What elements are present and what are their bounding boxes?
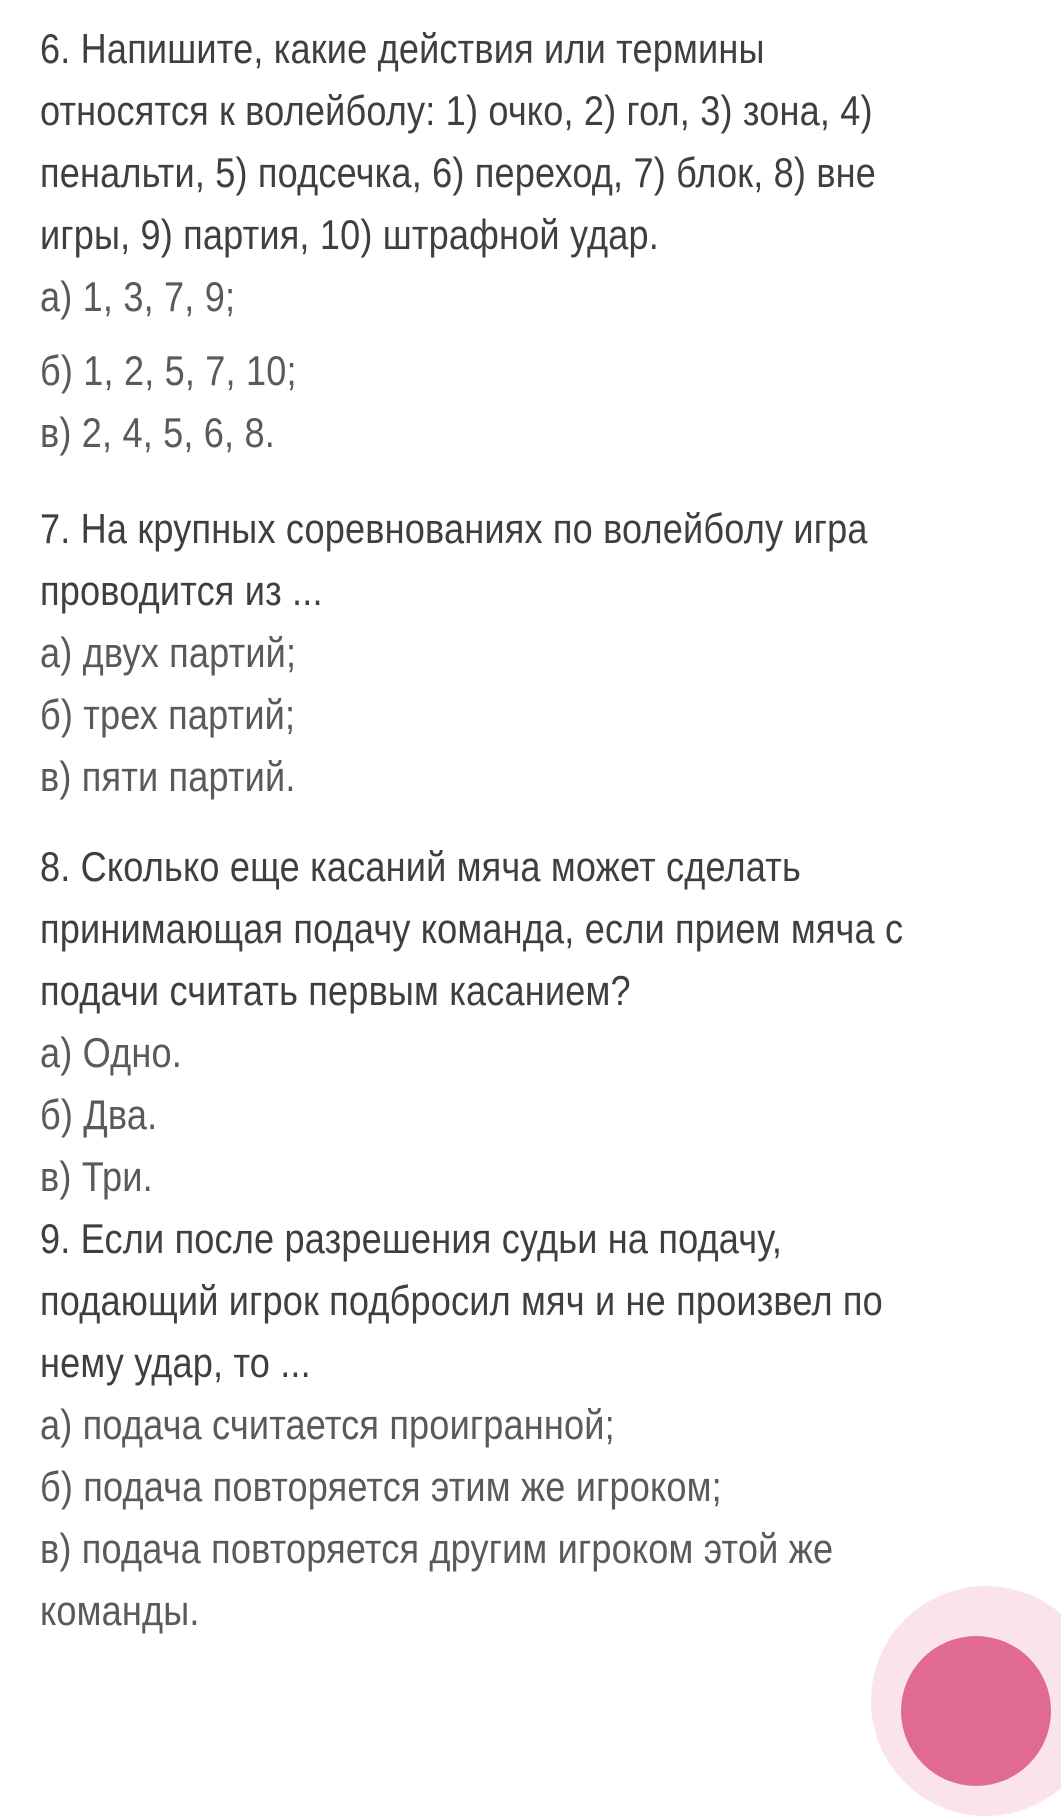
question-7-option-c: в) пяти партий. [40, 753, 296, 800]
question-6-line-4: игры, 9) партия, 10) штрафной удар. [40, 211, 659, 258]
question-6-line-1: 6. Напишите, какие действия или термины [40, 25, 765, 72]
question-9-option-a: а) подача считается проигранной; [40, 1401, 615, 1448]
question-6-option-c: в) 2, 4, 5, 6, 8. [40, 409, 275, 456]
question-8-option-a: а) Одно. [40, 1029, 182, 1076]
question-8-line-3: подачи считать первым касанием? [40, 967, 631, 1014]
question-7-option-b: б) трех партий; [40, 691, 296, 738]
question-8 [40, 836, 1061, 1208]
question-6-line-2: относятся к волейболу: 1) очко, 2) гол, 3) зона, 4) [40, 87, 873, 134]
question-8-line-1: 8. Сколько еще касаний мяча может сделать [40, 843, 801, 890]
question-8-line-2: принимающая подачу команда, если прием мяча с [40, 905, 904, 952]
question-6-line-3: пенальти, 5) подсечка, 6) переход, 7) блок, 8) вне [40, 149, 877, 196]
question-9 [40, 1208, 1061, 1642]
question-6 [40, 18, 1061, 464]
floating-action-button[interactable] [901, 1636, 1051, 1786]
question-6-option-a: а) 1, 3, 7, 9; [40, 273, 236, 320]
question-9-line-1: 9. Если после разрешения судьи на подачу, [40, 1215, 783, 1262]
question-6-option-b: б) 1, 2, 5, 7, 10; [40, 347, 297, 394]
question-9-option-c: в) подача повторяется другим игроком этой же [40, 1525, 834, 1572]
question-7 [40, 498, 1061, 808]
question-7-line-2: проводится из ... [40, 567, 323, 614]
question-8-option-c: в) Три. [40, 1153, 153, 1200]
question-8-option-b: б) Два. [40, 1091, 158, 1138]
question-7-option-a: а) двух партий; [40, 629, 297, 676]
question-9-line-2: подающий игрок подбросил мяч и не произвел по [40, 1277, 883, 1324]
question-7-line-1: 7. На крупных соревнованиях по волейболу игра [40, 505, 868, 552]
question-9-line-3: нему удар, то ... [40, 1339, 311, 1386]
question-9-option-c-continued: команды. [40, 1587, 200, 1634]
question-9-option-b: б) подача повторяется этим же игроком; [40, 1463, 722, 1510]
